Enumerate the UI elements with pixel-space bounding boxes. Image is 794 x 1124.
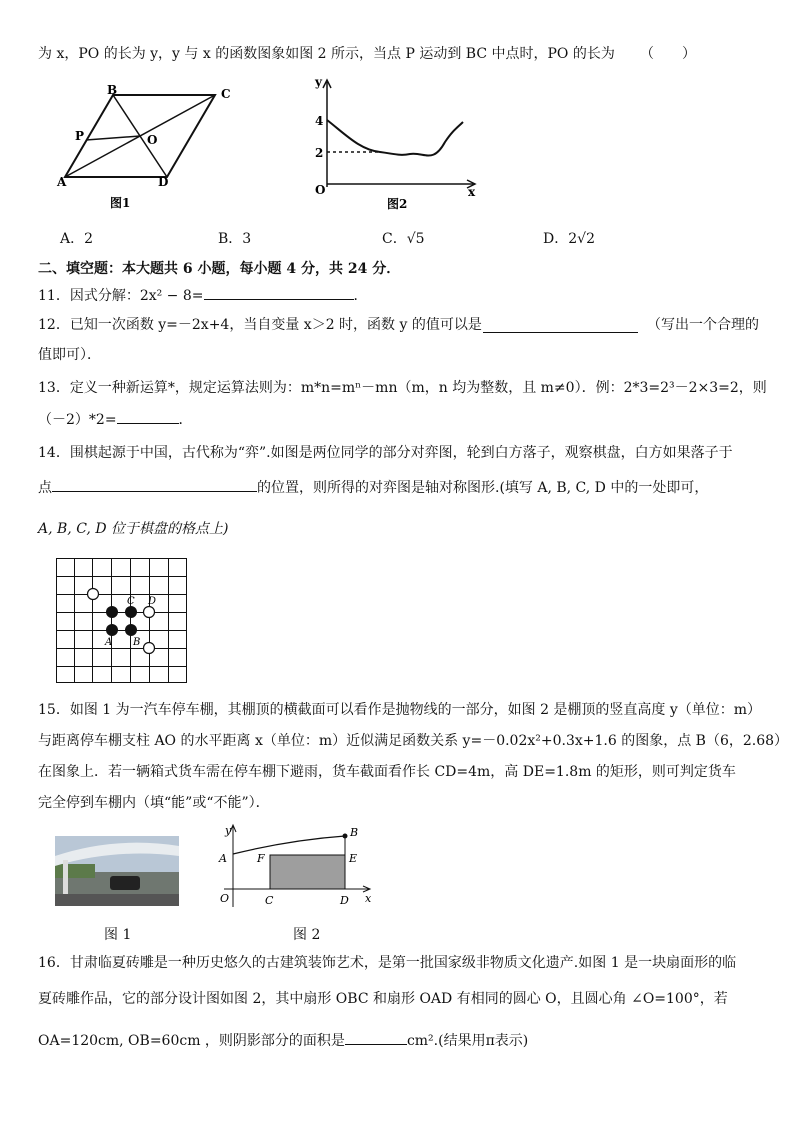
option-c: C．√5	[382, 231, 425, 247]
fig2-label-origin: O	[315, 183, 326, 197]
question-13: 13．定义一种新运算*，规定运算法则为：m*n=mⁿ－mn（m，n 均为整数，且 m≠0）．例：2*3=2³－2×3=2，则	[38, 380, 767, 396]
question-15-line3: 在图象上．若一辆箱式货车需在停车棚下避雨，货车截面看作长 CD=4m，高 DE=1.8m 的矩形，则可判定货车	[38, 764, 736, 780]
question-16-line3: OA=120cm, OB=60cm ，则阴影部分的面积是 cm².(结果用π表示)	[38, 1030, 528, 1051]
fig1-label-p: P	[75, 129, 85, 143]
section-2-title: 二、填空题：本大题共 6 小题，每小题 4 分，共 24 分．	[38, 261, 401, 277]
question-15-line2: 与距离停车棚支柱 AO 的水平距离 x（单位：m）近似满足函数关系 y=－0.02x²+0.3x+1.6 的图象，点 B（6，2.68）	[38, 733, 789, 749]
q15-fig2-caption: 图 2	[293, 927, 321, 943]
fig1-label-o: O	[147, 133, 158, 147]
fig2-caption: 图2	[387, 197, 408, 211]
q10-text: 为 x，PO 的长为 y，y 与 x 的函数图象如图 2 所示，当点 P 运动到 BC 中点时，PO 的长为	[38, 46, 615, 62]
q10-figure-1	[55, 82, 245, 212]
q10-answer-paren: （ ）	[640, 46, 696, 62]
q15-fig2-c: C	[265, 894, 274, 907]
q15-fig2-x: x	[365, 892, 372, 905]
q11-answer-blank[interactable]	[204, 285, 354, 300]
fig2-tick-4: 4	[315, 114, 324, 128]
option-a: A．2	[60, 231, 94, 247]
fig1-label-d: D	[158, 175, 169, 189]
question-14-line3: A, B, C, D 位于棋盘的格点上)	[38, 521, 229, 537]
fig1-caption: 图1	[110, 196, 131, 210]
q15-fig1-caption: 图 1	[104, 927, 132, 943]
q15-fig2-o: O	[220, 892, 230, 905]
fig2-label-y: y	[315, 75, 322, 89]
option-d: D．2√2	[543, 231, 595, 247]
fig1-label-c: C	[221, 87, 231, 101]
q14-answer-blank[interactable]	[52, 477, 257, 492]
black-stone	[106, 624, 118, 636]
black-stone	[125, 606, 137, 618]
fig1-label-a: A	[57, 175, 67, 189]
question-11: 11．因式分解：2x² − 8= ．	[38, 285, 368, 306]
q15-fig2-b: B	[350, 826, 359, 839]
fig1-label-b: B	[107, 83, 118, 97]
carport-photo	[55, 836, 179, 906]
q10-figure-2	[305, 72, 485, 214]
question-14-line2: 点 的位置，则所得的对弈图是轴对称图形.(填写 A, B, C, D 中的一处即可，	[38, 477, 708, 498]
q15-fig2-e: E	[349, 852, 358, 865]
go-board	[56, 558, 188, 684]
question-15-line1: 15．如图 1 为一汽车停车棚，其棚顶的横截面可以看作是抛物线的一部分，如图 2 是棚顶的竖直高度 y（单位：m）	[38, 702, 762, 718]
q15-fig2-d: D	[340, 894, 349, 907]
fig2-tick-2: 2	[315, 146, 324, 160]
question-16-line2: 夏砖雕作品，它的部分设计图如图 2，其中扇形 OBC 和扇形 OAD 有相同的圆心 O，且圆心角 ∠O=100°，若	[38, 991, 728, 1007]
black-stone	[125, 624, 137, 636]
q15-figure-2	[210, 822, 380, 912]
fig2-label-x: x	[468, 185, 476, 199]
q15-fig2-y: y	[225, 824, 232, 837]
question-12-tail: （写出一个合理的	[647, 317, 759, 333]
question-16-line1: 16．甘肃临夏砖雕是一种历史悠久的古建筑装饰艺术，是第一批国家级非物质文化遗产.如图 1 是一块扇面形的临	[38, 955, 737, 971]
board-label-c: C	[127, 596, 135, 607]
white-stone	[144, 643, 155, 654]
question-13-line2: （－2）*2= ．	[38, 409, 193, 430]
option-b: B．3	[218, 231, 252, 247]
question-12-line2: 值即可）．	[38, 347, 101, 363]
board-label-a: A	[105, 637, 113, 648]
q15-fig2-f: F	[257, 852, 265, 865]
white-stone	[144, 607, 155, 618]
question-15-line4: 完全停到车棚内（填“能”或“不能”）．	[38, 795, 270, 811]
q15-fig2-a: A	[219, 852, 227, 865]
question-12: 12．已知一次函数 y=－2x+4，当自变量 x＞2 时，函数 y 的值可以是	[38, 317, 482, 333]
question-14-line1: 14．围棋起源于中国，古代称为“弈”.如图是两位同学的部分对弈图，轮到白方落子，观察棋盘，白方如果落子于	[38, 445, 733, 461]
q13-answer-blank[interactable]	[117, 409, 179, 424]
white-stone	[88, 589, 99, 600]
board-label-b: B	[133, 637, 141, 648]
q12-answer-blank[interactable]	[483, 318, 638, 333]
q16-answer-blank[interactable]	[345, 1030, 407, 1045]
board-label-d: D	[148, 596, 157, 607]
black-stone	[106, 606, 118, 618]
